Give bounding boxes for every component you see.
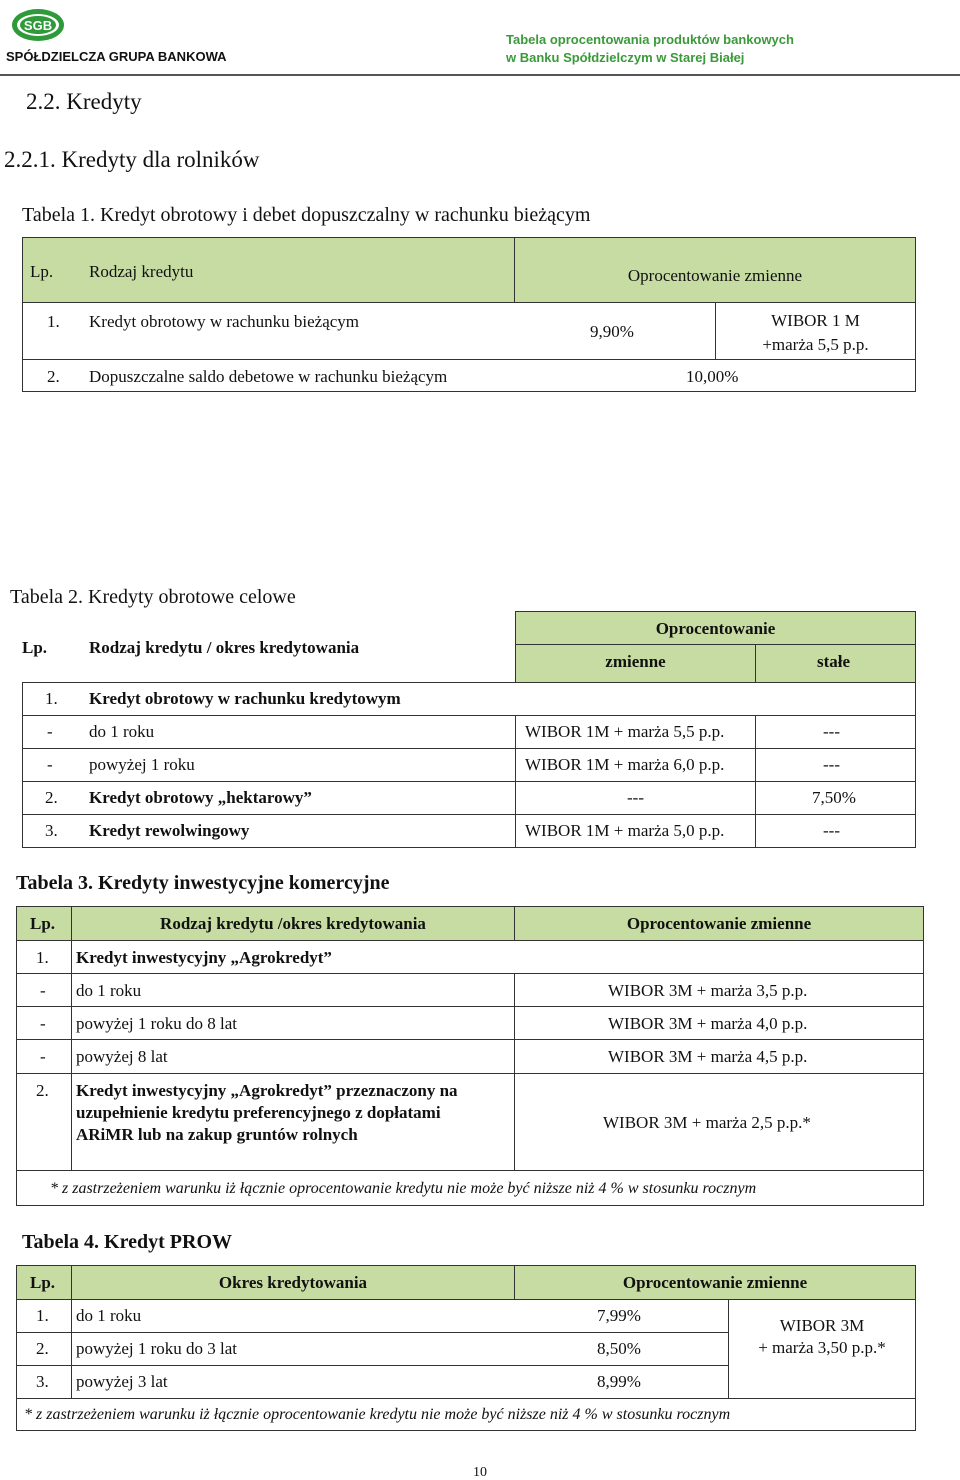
page-header xyxy=(0,0,960,76)
table3-row1-lp: 1. xyxy=(36,948,49,967)
table3-row4-name: powyżej 8 lat xyxy=(76,1047,168,1066)
table3-row2-rate: WIBOR 3M + marża 3,5 p.p. xyxy=(608,981,808,1000)
table2-header-fixed-label: stałe xyxy=(817,652,851,671)
table2-row5-lp: 3. xyxy=(45,821,58,840)
table2-row1-name: Kredyt obrotowy w rachunku kredytowym xyxy=(89,689,401,708)
table2-row3-fixed-value: --- xyxy=(823,755,840,774)
table3-row5-rate: WIBOR 3M + marża 2,5 p.p.* xyxy=(603,1113,811,1132)
table1-header-lp: Lp. xyxy=(30,262,54,281)
table3-footnote: * z zastrzeżeniem warunku iż łącznie oprocentowanie kredytu nie może być niższe niż 4 % w stosunku rocznym xyxy=(50,1180,757,1197)
table2-row2-lp: - xyxy=(47,722,53,741)
table3-row5-line3: ARiMR lub na zakup gruntów rolnych xyxy=(76,1125,358,1144)
table4-wibor-line1: WIBOR 3M xyxy=(779,1316,865,1335)
table2-row3-lp: - xyxy=(47,755,53,774)
table3-row4-rate: WIBOR 3M + marża 4,5 p.p. xyxy=(608,1047,808,1066)
table1-header-type: Rodzaj kredytu xyxy=(89,262,194,281)
table3-row2-name: do 1 roku xyxy=(76,981,142,1000)
section-title: 2.2. Kredyty xyxy=(26,89,142,114)
table3-row3-rate: WIBOR 3M + marża 4,0 p.p. xyxy=(608,1014,808,1033)
table4-row1-rate: 7,99% xyxy=(597,1306,641,1325)
table1-row2-rate: 10,00% xyxy=(686,367,739,386)
table2-header-variable-label: zmienne xyxy=(605,652,666,671)
sgb-logo xyxy=(10,4,70,44)
table2-row5-variable-value: WIBOR 1M + marża 5,0 p.p. xyxy=(525,821,725,840)
table2-row3-name: powyżej 1 roku xyxy=(89,755,195,774)
table2-row4-name: Kredyt obrotowy „hektarowy” xyxy=(89,788,312,807)
table3-header-lp: Lp. xyxy=(30,914,56,933)
table1-wibor-line2: +marża 5,5 p.p. xyxy=(762,335,869,354)
table4-row2-rate: 8,50% xyxy=(597,1339,641,1358)
table4-header-rate: Oprocentowanie zmienne xyxy=(622,1273,808,1292)
table3-row3-name: powyżej 1 roku do 8 lat xyxy=(76,1014,237,1033)
table3-row3-lp: - xyxy=(40,1014,46,1033)
table4-header-period: Okres kredytowania xyxy=(218,1273,368,1292)
table2-header-lp: Lp. xyxy=(22,638,48,657)
table3-header-type: Rodzaj kredytu /okres kredytowania xyxy=(160,914,426,933)
table3-row5-lp: 2. xyxy=(36,1081,49,1100)
table4-header-lp: Lp. xyxy=(30,1273,56,1292)
header-title-line2: w Banku Spółdzielczym w Starej Białej xyxy=(506,50,745,65)
table2-row3-variable-value: WIBOR 1M + marża 6,0 p.p. xyxy=(525,755,725,774)
table2-row2-fixed-value: --- xyxy=(823,722,840,741)
header-title xyxy=(506,31,794,67)
table4-row2-lp: 2. xyxy=(36,1339,49,1358)
table4-row3-rate: 8,99% xyxy=(597,1372,641,1391)
table2-header-rate-label: Oprocentowanie xyxy=(655,619,776,638)
table4-wibor-line2: + marża 3,50 p.p.* xyxy=(758,1338,886,1357)
table2-row4-fixed-value: 7,50% xyxy=(812,788,856,807)
table1-row1-name: Kredyt obrotowy w rachunku bieżącym xyxy=(89,312,360,331)
table3-row4-lp: - xyxy=(40,1047,46,1066)
table4-row1-lp: 1. xyxy=(36,1306,49,1325)
page-number: 10 xyxy=(473,1465,487,1480)
table1-wibor-line1: WIBOR 1 M xyxy=(771,311,860,330)
table3-row2-lp: - xyxy=(40,981,46,1000)
table1-row2-name: Dopuszczalne saldo debetowe w rachunku bieżącym xyxy=(89,367,448,386)
table1-header-rate: Oprocentowanie zmienne xyxy=(627,266,803,285)
table1-row2-lp: 2. xyxy=(47,367,60,386)
table2-row4-variable-value: --- xyxy=(627,788,644,807)
table1-row1-rate: 9,90% xyxy=(590,322,634,341)
table1-row1-lp: 1. xyxy=(47,312,60,331)
table4-row3-period: powyżej 3 lat xyxy=(76,1372,168,1391)
table3-row1-name: Kredyt inwestycyjny „Agrokredyt” xyxy=(76,948,332,967)
table4-footnote: * z zastrzeżeniem warunku iż łącznie oprocentowanie kredytu nie może być niższe niż 4 % w stosunku rocznym xyxy=(24,1406,731,1423)
section-subtitle: 2.2.1. Kredyty dla rolników xyxy=(4,147,260,172)
table1-caption: Tabela 1. Kredyt obrotowy i debet dopuszczalny w rachunku bieżącym xyxy=(22,204,591,226)
table2-row5-name: Kredyt rewolwingowy xyxy=(89,821,250,840)
logo-text: SGB xyxy=(23,18,53,33)
header-title-line1: Tabela oprocentowania produktów bankowych xyxy=(506,32,794,47)
table2-row1-lp: 1. xyxy=(45,689,58,708)
table3-caption: Tabela 3. Kredyty inwestycyjne komercyjne xyxy=(16,872,390,894)
table4-row2-period: powyżej 1 roku do 3 lat xyxy=(76,1339,237,1358)
table2-header-type: Rodzaj kredytu / okres kredytowania xyxy=(89,638,360,657)
table4-row1-period: do 1 roku xyxy=(76,1306,142,1325)
table2-row4-lp: 2. xyxy=(45,788,58,807)
table2-row2-variable-value: WIBOR 1M + marża 5,5 p.p. xyxy=(525,722,725,741)
table4-caption: Tabela 4. Kredyt PROW xyxy=(22,1231,233,1253)
table2-row5-fixed-value: --- xyxy=(823,821,840,840)
table3-row5-line1: Kredyt inwestycyjny „Agrokredyt” przeznaczony na xyxy=(76,1081,458,1100)
table3-header-rate: Oprocentowanie zmienne xyxy=(626,914,812,933)
bank-group-name: SPÓŁDZIELCZA GRUPA BANKOWA xyxy=(6,49,227,64)
table3-row5-line2: uzupełnienie kredytu preferencyjnego z dopłatami xyxy=(76,1103,441,1122)
table2-caption: Tabela 2. Kredyty obrotowe celowe xyxy=(10,586,296,608)
table4-row3-lp: 3. xyxy=(36,1372,49,1391)
table2-row2-name: do 1 roku xyxy=(89,722,155,741)
